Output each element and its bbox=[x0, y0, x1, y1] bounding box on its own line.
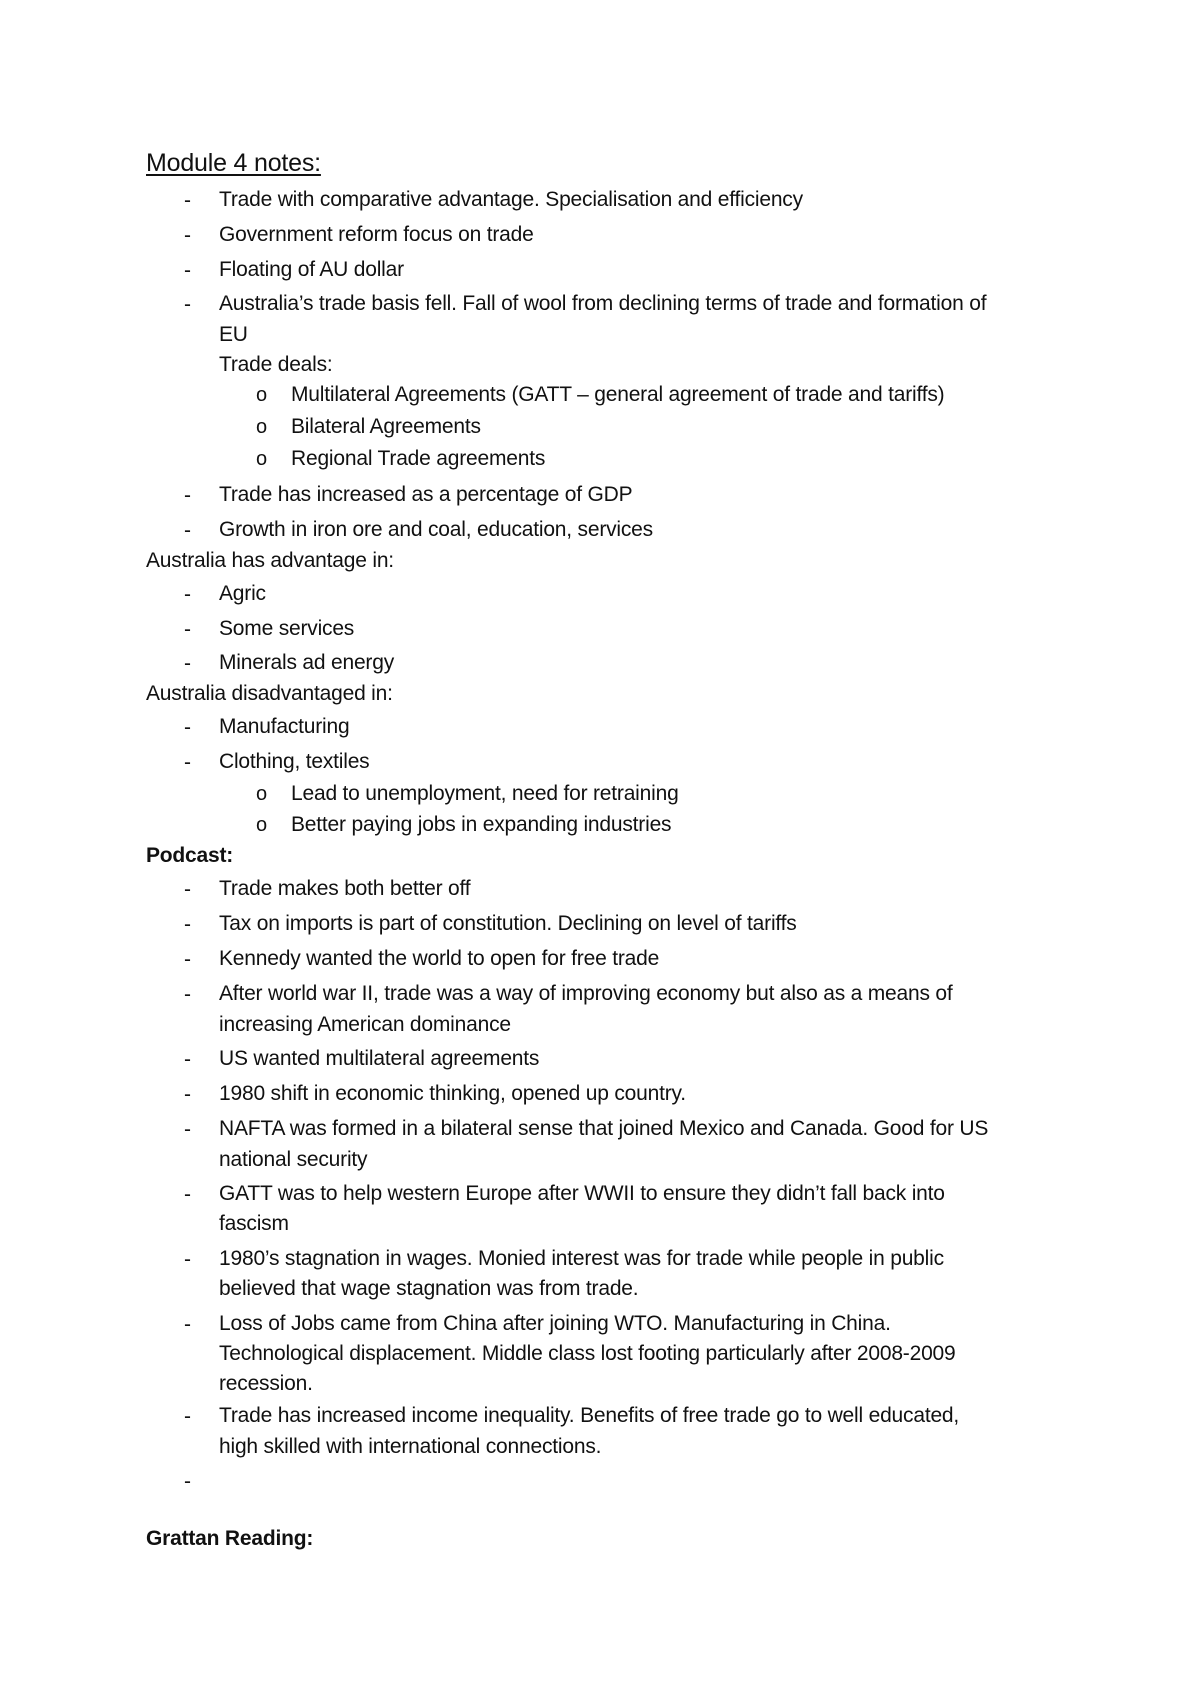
dash-bullet: - bbox=[184, 1248, 191, 1271]
list-item: 1980 shift in economic thinking, opened up country. bbox=[219, 1082, 686, 1105]
dash-bullet: - bbox=[184, 652, 191, 675]
podcast-heading: Podcast: bbox=[146, 844, 234, 867]
dash-bullet: - bbox=[184, 913, 191, 936]
list-item: Growth in iron ore and coal, education, services bbox=[219, 518, 653, 541]
page-title: Module 4 notes: bbox=[146, 149, 321, 177]
dash-bullet: - bbox=[184, 751, 191, 774]
list-item-continuation: believed that wage stagnation was from trade. bbox=[219, 1277, 639, 1300]
dash-bullet: - bbox=[184, 1405, 191, 1428]
circle-bullet: o bbox=[256, 814, 268, 836]
dash-bullet: - bbox=[184, 259, 191, 282]
list-item: Some services bbox=[219, 617, 355, 640]
list-item: After world war II, trade was a way of improving economy but also as a means of bbox=[219, 982, 953, 1005]
list-item: US wanted multilateral agreements bbox=[219, 1047, 540, 1070]
list-item-continuation: high skilled with international connections. bbox=[219, 1435, 602, 1458]
sub-list-item: Regional Trade agreements bbox=[291, 447, 546, 470]
list-item: GATT was to help western Europe after WWII to ensure they didn’t fall back into bbox=[219, 1182, 945, 1205]
list-item: Manufacturing bbox=[219, 715, 350, 738]
list-item: Clothing, textiles bbox=[219, 750, 370, 773]
grattan-heading: Grattan Reading: bbox=[146, 1527, 314, 1550]
sub-list-item: Better paying jobs in expanding industries bbox=[291, 813, 672, 836]
list-item: 1980’s stagnation in wages. Monied interest was for trade while people in public bbox=[219, 1247, 944, 1270]
trade-deals-label: Trade deals: bbox=[219, 353, 333, 376]
dash-bullet: - bbox=[184, 1313, 191, 1336]
list-item-continuation: Technological displacement. Middle class lost footing particularly after 2008-2009 bbox=[219, 1342, 956, 1365]
empty-dash-bullet: - bbox=[184, 1470, 191, 1493]
circle-bullet: o bbox=[256, 783, 268, 805]
list-item-continuation: EU bbox=[219, 323, 248, 346]
dash-bullet: - bbox=[184, 948, 191, 971]
list-item: Government reform focus on trade bbox=[219, 223, 534, 246]
list-item-continuation: increasing American dominance bbox=[219, 1013, 511, 1036]
list-item: Kennedy wanted the world to open for free trade bbox=[219, 947, 660, 970]
list-item: NAFTA was formed in a bilateral sense that joined Mexico and Canada. Good for US bbox=[219, 1117, 989, 1140]
list-item: Minerals ad energy bbox=[219, 651, 394, 674]
dash-bullet: - bbox=[184, 983, 191, 1006]
dash-bullet: - bbox=[184, 519, 191, 542]
list-item: Floating of AU dollar bbox=[219, 258, 404, 281]
list-item: Trade makes both better off bbox=[219, 877, 471, 900]
dash-bullet: - bbox=[184, 618, 191, 641]
dash-bullet: - bbox=[184, 1118, 191, 1141]
dash-bullet: - bbox=[184, 224, 191, 247]
list-item: Australia’s trade basis fell. Fall of wool from declining terms of trade and formation of bbox=[219, 292, 987, 315]
dash-bullet: - bbox=[184, 716, 191, 739]
disadvantage-heading: Australia disadvantaged in: bbox=[146, 682, 393, 705]
list-item: Tax on imports is part of constitution. Declining on level of tariffs bbox=[219, 912, 797, 935]
sub-list-item: Bilateral Agreements bbox=[291, 415, 481, 438]
dash-bullet: - bbox=[184, 1083, 191, 1106]
sub-list-item: Multilateral Agreements (GATT – general agreement of trade and tariffs) bbox=[291, 383, 945, 406]
list-item: Trade has increased income inequality. Benefits of free trade go to well educated, bbox=[219, 1404, 960, 1427]
list-item: Trade with comparative advantage. Specialisation and efficiency bbox=[219, 188, 803, 211]
dash-bullet: - bbox=[184, 293, 191, 316]
list-item-continuation: fascism bbox=[219, 1212, 289, 1235]
list-item-continuation: national security bbox=[219, 1148, 368, 1171]
circle-bullet: o bbox=[256, 384, 268, 406]
dash-bullet: - bbox=[184, 583, 191, 606]
dash-bullet: - bbox=[184, 189, 191, 212]
list-item: Trade has increased as a percentage of GDP bbox=[219, 483, 633, 506]
sub-list-item: Lead to unemployment, need for retraining bbox=[291, 782, 679, 805]
advantage-heading: Australia has advantage in: bbox=[146, 549, 394, 572]
dash-bullet: - bbox=[184, 878, 191, 901]
dash-bullet: - bbox=[184, 1048, 191, 1071]
dash-bullet: - bbox=[184, 484, 191, 507]
list-item: Agric bbox=[219, 582, 266, 605]
circle-bullet: o bbox=[256, 448, 268, 470]
circle-bullet: o bbox=[256, 416, 268, 438]
list-item: Loss of Jobs came from China after joining WTO. Manufacturing in China. bbox=[219, 1312, 891, 1335]
list-item-continuation: recession. bbox=[219, 1372, 313, 1395]
dash-bullet: - bbox=[184, 1183, 191, 1206]
